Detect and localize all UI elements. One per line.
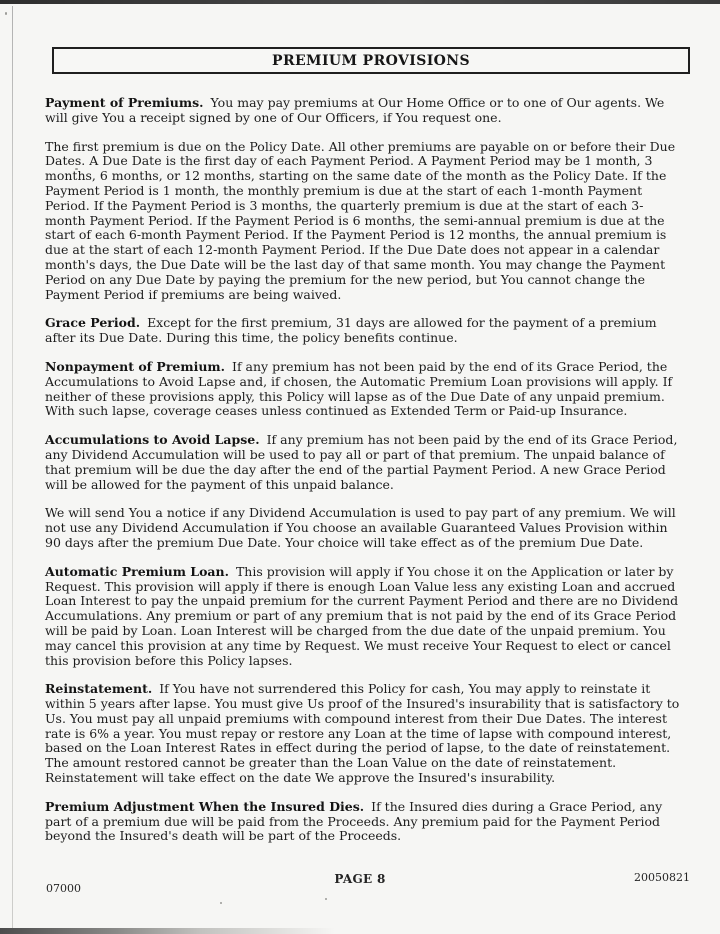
paragraph-heading: Nonpayment of Premium. (45, 358, 225, 374)
paragraph (45, 565, 681, 669)
section-title-box (52, 47, 690, 74)
paragraph (45, 800, 681, 844)
document-body (45, 96, 681, 858)
paragraph-heading: Payment of Premiums. (45, 95, 204, 110)
paragraph-text: If any premium has not been paid by the end of its Grace Period, any Dividend Accumulation will be used to pay all or part of that premium. The unpaid balance of that premium will be due the day after the end of the partial Payment Period. A new Grace Period will be allowed for the payment of this unpaid balance. (45, 432, 678, 492)
footer-form-number: 07000 (46, 882, 81, 895)
paragraph-heading: Accumulations to Avoid Lapse. (45, 432, 260, 448)
paragraph-text: If You have not surrendered this Policy for cash, You may apply to reinstate it within 5 years after lapse. You must give Us proof of the Insured's insurability that is satisfactory to Us. You must pay all unpaid premiums with compound interest from their Due Dates. The interest rate is 6% a year. You must repay or restore any Loan at the time of lapse with compound interest, based on the Loan Interest Rates in effect during the period of lapse, to the date of reinstatement. The amount restored cannot be greater than the Loan Value on the date of reinstatement. Reinstatement will take effect on the date We approve the Insured's insurability. (45, 681, 680, 786)
paragraph-text: If the Insured dies during a Grace Period, any part of a premium due will be paid from the Proceeds. Any premium paid for the Payment Period beyond the Insured's death will be part of the Proceeds. (45, 798, 663, 844)
scan-speck (325, 898, 327, 900)
paragraph (45, 506, 681, 550)
footer-date-code: 20050821 (634, 871, 690, 884)
paragraph-text: This provision will apply if You chose it on the Application or later by Request. This provision will apply if there is enough Loan Value less any existing Loan and accrued Loan Interest to pay the unpaid premium for the current Payment Period and there are no Dividend Accumulations. Any premium or part of any premium that is not paid by the end of its Grace Period will be paid by Loan. Loan Interest will be charged from the due date of the unpaid premium. You may cancel this provision at any time by Request. We must receive Your Request to elect or cancel this provision before this Policy lapses. (45, 563, 679, 668)
paragraph-text: Except for the first premium, 31 days are allowed for the payment of a premium after its Due Date. During this time, the policy benefits continue. (45, 315, 657, 346)
scan-edge-left (12, 6, 13, 928)
scan-edge-bottom (0, 928, 335, 934)
paragraph-heading: Automatic Premium Loan. (45, 563, 229, 579)
paragraph-heading: Premium Adjustment When the Insured Dies. (45, 798, 365, 814)
paragraph (45, 140, 681, 303)
scan-speck (220, 902, 222, 904)
paragraph-heading: Reinstatement. (45, 681, 153, 697)
paragraph (45, 96, 681, 126)
paragraph (45, 360, 681, 419)
scan-edge-top (0, 0, 720, 4)
paragraph-text: The first premium is due on the Policy Date. All other premiums are payable on or before their Due Dates. A Due Date is the first day of each Payment Period. A Payment Period may be 1 month, 3 months, 6 months, or 12 months, starting on the same date of the month as the Policy Date. If the Payment Period is 1 month, the monthly premium is due at the start of each 1-month Payment Period. If the Payment Period is 3 months, the quarterly premium is due at the start of each 3-month Payment Period. If the Payment Period is 6 months, the semi-annual premium is due at the start of each 6-month Payment Period. If the Payment Period is 12 months, the annual premium is due at the start of each 12-month Payment Period. If the Due Date does not appear in a calendar month's days, the Due Date will be the last day of that same month. You may change the Payment Period on any Due Date by paying the premium for the new period, but You cannot change the Payment Period if premiums are being waived. (45, 138, 676, 302)
paragraph-text: We will send You a notice if any Dividend Accumulation is used to pay part of any premium. We will not use any Dividend Accumulation if You choose an available Guaranteed Values Provision within 90 days after the premium Due Date. Your choice will take effect as of the premium Due Date. (45, 505, 676, 550)
paragraph-text: You may pay premiums at Our Home Office or to one of Our agents. We will give You a receipt signed by one of Our Officers, if You request one. (45, 95, 665, 125)
paragraph (45, 316, 681, 346)
footer-page-number: PAGE 8 (334, 872, 386, 886)
scan-speck (5, 12, 7, 15)
paragraph-heading: Grace Period. (45, 315, 141, 331)
paragraph-text: If any premium has not been paid by the end of its Grace Period, the Accumulations to Avoid Lapse and, if chosen, the Automatic Premium Loan provisions will apply. If neither of these provisions apply, this Policy will lapse as of the Due Date of any unpaid premium. With such lapse, coverage ceases unless continued as Extended Term or Paid-up Insurance. (45, 358, 673, 419)
paragraph (45, 682, 681, 786)
paragraph (45, 433, 681, 492)
page-title: PREMIUM PROVISIONS (272, 52, 470, 69)
